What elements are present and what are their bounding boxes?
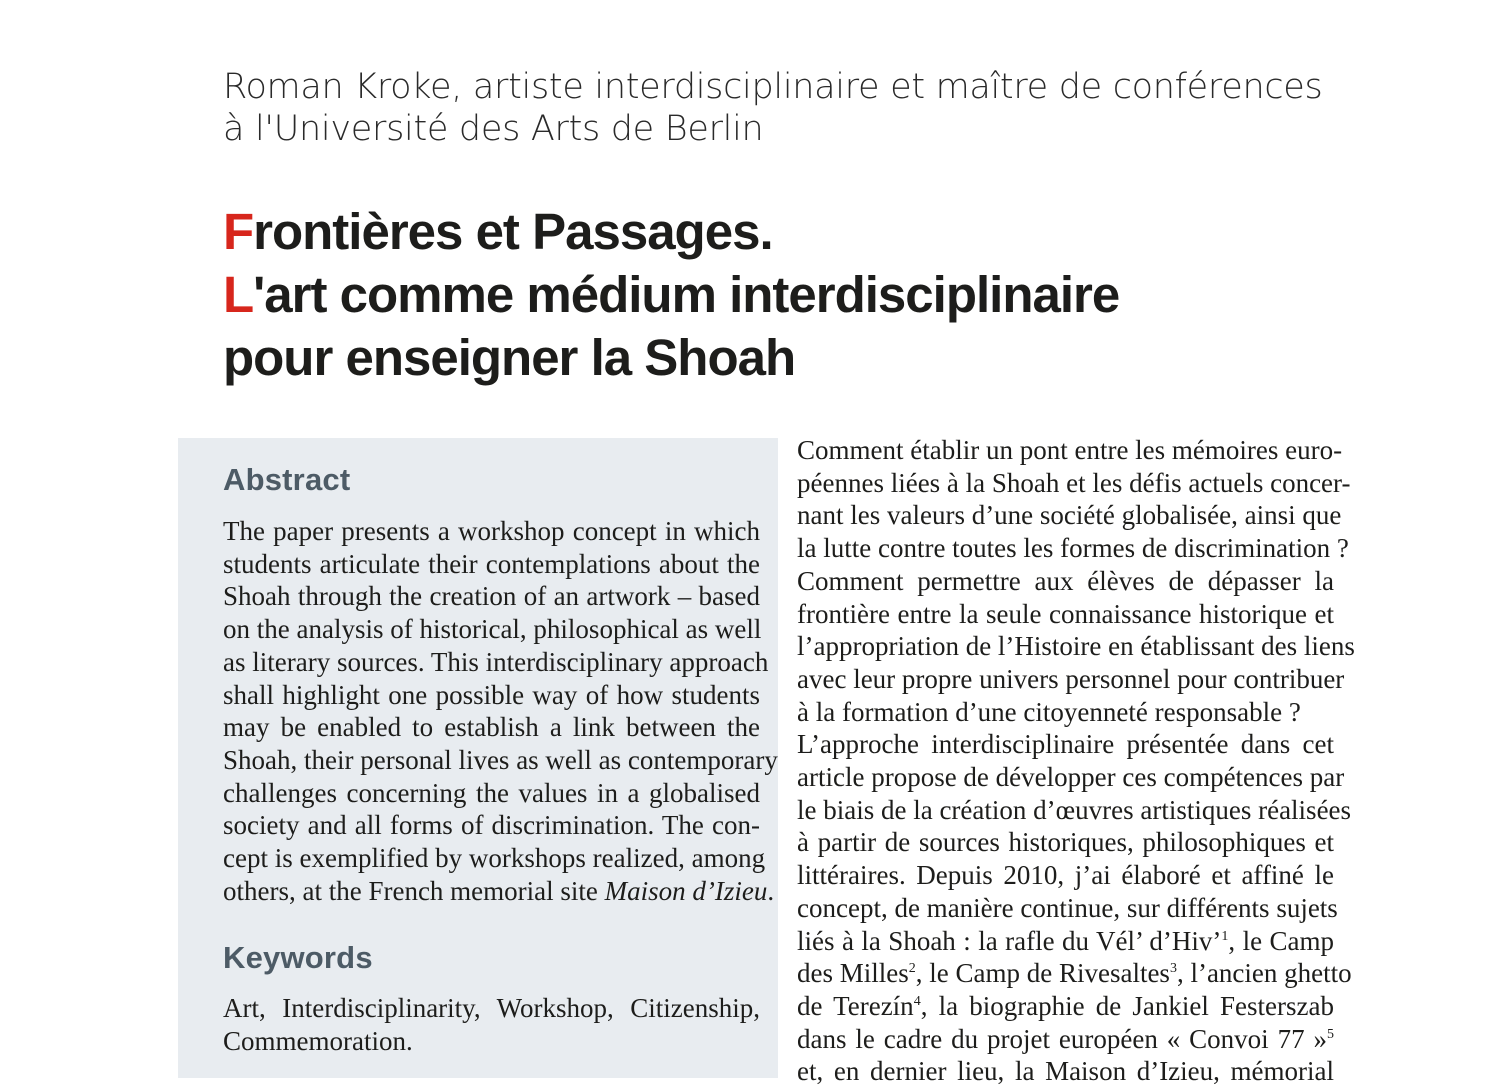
- title-line: [223, 200, 1323, 263]
- title-initial: F: [223, 203, 254, 260]
- body-line: péennes liées à la Shoah et les défis actuels concer-: [797, 467, 1351, 498]
- body-line: avec leur propre univers personnel pour contribuer: [797, 663, 1345, 694]
- abstract-line: on the analysis of historical, philosophical as well: [223, 614, 762, 645]
- author-line: Roman Kroke, artiste interdisciplinaire et maître de conférences: [223, 67, 1323, 107]
- body-line: [797, 1023, 1334, 1056]
- footnote-ref[interactable]: 5: [1327, 1026, 1334, 1042]
- body-line: l’appropriation de l’Histoire en établissant des liens: [797, 631, 1355, 662]
- footnote-ref[interactable]: 4: [913, 993, 921, 1009]
- abstract-text-run: .: [767, 875, 775, 906]
- body-line: Comment permettre aux élèves de dépasser la: [797, 565, 1334, 596]
- keywords-text: [223, 992, 760, 1057]
- title-line: pour enseigner la Shoah: [223, 329, 796, 386]
- body-text-run: de Terezín: [797, 990, 914, 1021]
- title-text: rontières et Passages.: [253, 203, 773, 260]
- keywords-line: Art, Interdisciplinarity, Workshop, Citizenship,: [223, 993, 760, 1023]
- keywords-heading: Keywords: [223, 940, 373, 975]
- abstract-line: Shoah through the creation of an artwork – based: [223, 581, 760, 612]
- body-line: nant les valeurs d’une société globalisée, ainsi que: [797, 500, 1342, 531]
- abstract-line: Shoah, their personal lives as well as contemporary: [223, 744, 778, 775]
- body-line: L’approche interdisciplinaire présentée dans cet: [797, 729, 1334, 760]
- body-line: [797, 990, 1334, 1023]
- abstract-line: may be enabled to establish a link between the: [223, 712, 760, 743]
- author-affiliation: [223, 66, 1323, 150]
- site-name: Maison d’Izieu: [604, 875, 768, 906]
- body-line: concept, de manière continue, sur différents sujets: [797, 892, 1338, 923]
- footnote-ref[interactable]: 1: [1221, 928, 1229, 944]
- abstract-line: society and all forms of discrimination. The con-: [223, 810, 760, 841]
- footnote-ref[interactable]: 3: [1169, 961, 1177, 977]
- body-column: [797, 434, 1355, 1088]
- abstract-line: challenges concerning the values in a globalised: [223, 777, 760, 808]
- title-text: 'art comme médium interdisciplinaire: [253, 266, 1120, 323]
- body-line: [797, 925, 1334, 958]
- abstract-line: cept is exemplified by workshops realized, among: [223, 843, 766, 874]
- body-text-run: , l’ancien ghetto: [1176, 958, 1352, 989]
- body-line: et, en dernier lieu, la Maison d’Izieu, mémorial: [797, 1056, 1334, 1087]
- body-text-run: dans le cadre du projet européen « Convoi 77 »: [797, 1023, 1327, 1054]
- body-line: article propose de développer ces compétences par: [797, 762, 1345, 793]
- body-line: [797, 957, 1352, 990]
- abstract-line: as literary sources. This interdisciplinary approach: [223, 646, 769, 677]
- body-text-run: , le Camp: [1228, 925, 1334, 956]
- body-line: le biais de la création d’œuvres artistiques réalisées: [797, 794, 1352, 825]
- abstract-text: [223, 515, 778, 907]
- body-line: frontière entre la seule connaissance historique et: [797, 598, 1334, 629]
- abstract-text-run: others, at the French memorial site: [223, 875, 605, 906]
- footnote-ref[interactable]: 2: [908, 961, 916, 977]
- body-line: à partir de sources historiques, philosophiques et: [797, 827, 1334, 858]
- article-title: [223, 200, 1323, 389]
- keywords-line: Commemoration.: [223, 1025, 413, 1056]
- body-line: à la formation d’une citoyenneté responsable ?: [797, 696, 1301, 727]
- abstract-line: shall highlight one possible way of how students: [223, 679, 760, 710]
- body-line: littéraires. Depuis 2010, j’ai élaboré et affiné le: [797, 860, 1334, 891]
- body-text-run: , la biographie de Jankiel Festerszab: [920, 990, 1334, 1021]
- abstract-line: [223, 875, 775, 908]
- abstract-heading: Abstract: [223, 462, 351, 497]
- title-initial: L: [223, 266, 254, 323]
- body-line: Comment établir un pont entre les mémoires euro-: [797, 435, 1343, 465]
- body-text-run: des Milles: [797, 958, 909, 989]
- abstract-line: students articulate their contemplations about the: [223, 548, 760, 579]
- abstract-line: The paper presents a workshop concept in which: [223, 516, 760, 546]
- body-text-run: liés à la Shoah : la rafle du Vél’ d’Hiv’: [797, 925, 1222, 956]
- title-line: [223, 263, 1323, 326]
- body-text-run: , le Camp de Rivesaltes: [915, 958, 1170, 989]
- body-line: la lutte contre toutes les formes de discrimination ?: [797, 533, 1349, 564]
- author-line: à l'Université des Arts de Berlin: [223, 109, 764, 149]
